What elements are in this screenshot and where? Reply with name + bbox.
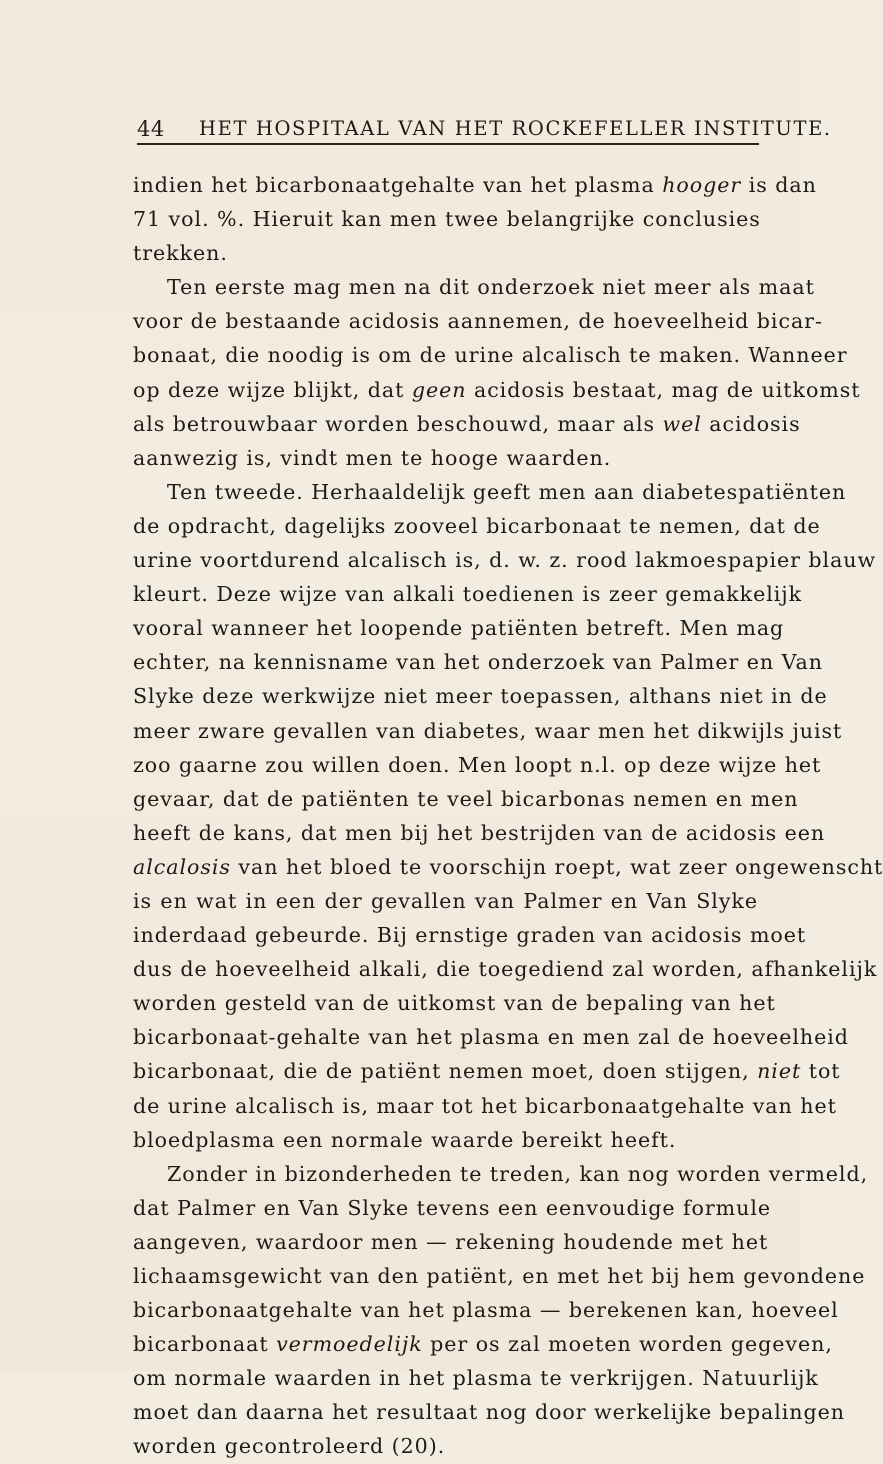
text-line: echter, na kennisname van het onderzoek van Palmer en Van xyxy=(133,650,823,675)
text-line: bicarbonaat, die de patiënt nemen moet, doen stijgen, niet tot xyxy=(133,1059,841,1084)
running-head: HET HOSPITAAL VAN HET ROCKEFELLER INSTITUTE. xyxy=(199,117,832,140)
text-line: trekken. xyxy=(133,241,228,266)
text-line: Slyke deze werkwijze niet meer toepassen, althans niet in de xyxy=(133,684,828,709)
text-line: 71 vol. %. Hieruit kan men twee belangrijke conclusies xyxy=(133,207,761,232)
text-line: meer zware gevallen van diabetes, waar men het dikwijls juist xyxy=(133,718,843,743)
text-line: bonaat, die noodig is om de urine alcalisch te maken. Wanneer xyxy=(133,343,848,368)
text-line: aanwezig is, vindt men te hooge waarden. xyxy=(133,445,612,470)
text-line: kleurt. Deze wijze van alkali toedienen is zeer gemakkelijk xyxy=(133,582,803,607)
text-line: voor de bestaande acidosis aannemen, de hoeveelheid bicar- xyxy=(133,309,823,334)
text-line: Ten tweede. Herhaaldelijk geeft men aan diabetespatiënten xyxy=(167,479,847,504)
text-line: dus de hoeveelheid alkali, die toegediend zal worden, afhankelijk xyxy=(133,957,878,982)
text-line: urine voortdurend alcalisch is, d. w. z. rood lakmoespapier blauw xyxy=(133,548,877,573)
text-line: zoo gaarne zou willen doen. Men loopt n.l. op deze wijze het xyxy=(133,752,822,777)
text-line: worden gesteld van de uitkomst van de bepaling van het xyxy=(133,991,776,1016)
text-line: als betrouwbaar worden beschouwd, maar als wel acidosis xyxy=(133,411,801,436)
text-line: dat Palmer en Van Slyke tevens een eenvoudige formule xyxy=(133,1195,772,1220)
text-line: vooral wanneer het loopende patiënten betreft. Men mag xyxy=(133,616,785,641)
text-line: Ten eerste mag men na dit onderzoek niet meer als maat xyxy=(167,275,815,300)
header-rule xyxy=(137,143,759,145)
text-line: heeft de kans, dat men bij het bestrijden van de acidosis een xyxy=(133,820,826,845)
text-line: Zonder in bizonderheden te treden, kan nog worden vermeld, xyxy=(167,1161,869,1186)
text-line: moet dan daarna het resultaat nog door werkelijke bepalingen xyxy=(133,1400,846,1425)
text-line: de opdracht, dagelijks zooveel bicarbonaat te nemen, dat de xyxy=(133,513,821,538)
text-line: bicarbonaatgehalte van het plasma — berekenen kan, hoeveel xyxy=(133,1298,839,1323)
text-line: bloedplasma een normale waarde bereikt heeft. xyxy=(133,1127,677,1152)
page-header xyxy=(137,112,832,146)
text-line: gevaar, dat de patiënten te veel bicarbonas nemen en men xyxy=(133,786,799,811)
text-line: de urine alcalisch is, maar tot het bicarbonaatgehalte van het xyxy=(133,1093,837,1118)
text-line: aangeven, waardoor men — rekening houdende met het xyxy=(133,1229,769,1254)
text-line: indien het bicarbonaatgehalte van het plasma hooger is dan xyxy=(133,173,817,197)
text-line: bicarbonaat-gehalte van het plasma en men zal de hoeveelheid xyxy=(133,1025,849,1050)
text-line: is en wat in een der gevallen van Palmer en Van Slyke xyxy=(133,888,758,913)
body-text xyxy=(133,168,883,1464)
text-line: lichaamsgewicht van den patiënt, en met het bij hem gevondene xyxy=(133,1264,866,1288)
text-line: om normale waarden in het plasma te verkrijgen. Natuurlijk xyxy=(133,1366,819,1391)
text-line: op deze wijze blijkt, dat geen acidosis bestaat, mag de uitkomst xyxy=(133,377,861,402)
page-number: 44 xyxy=(137,117,165,141)
text-line: inderdaad gebeurde. Bij ernstige graden van acidosis moet xyxy=(133,923,807,948)
text-line: worden gecontroleerd (20). xyxy=(133,1434,446,1459)
text-line: bicarbonaat vermoedelijk per os zal moeten worden gegeven, xyxy=(133,1332,833,1357)
text-line: alcalosis van het bloed te voorschijn roept, wat zeer ongewenscht xyxy=(133,854,883,879)
